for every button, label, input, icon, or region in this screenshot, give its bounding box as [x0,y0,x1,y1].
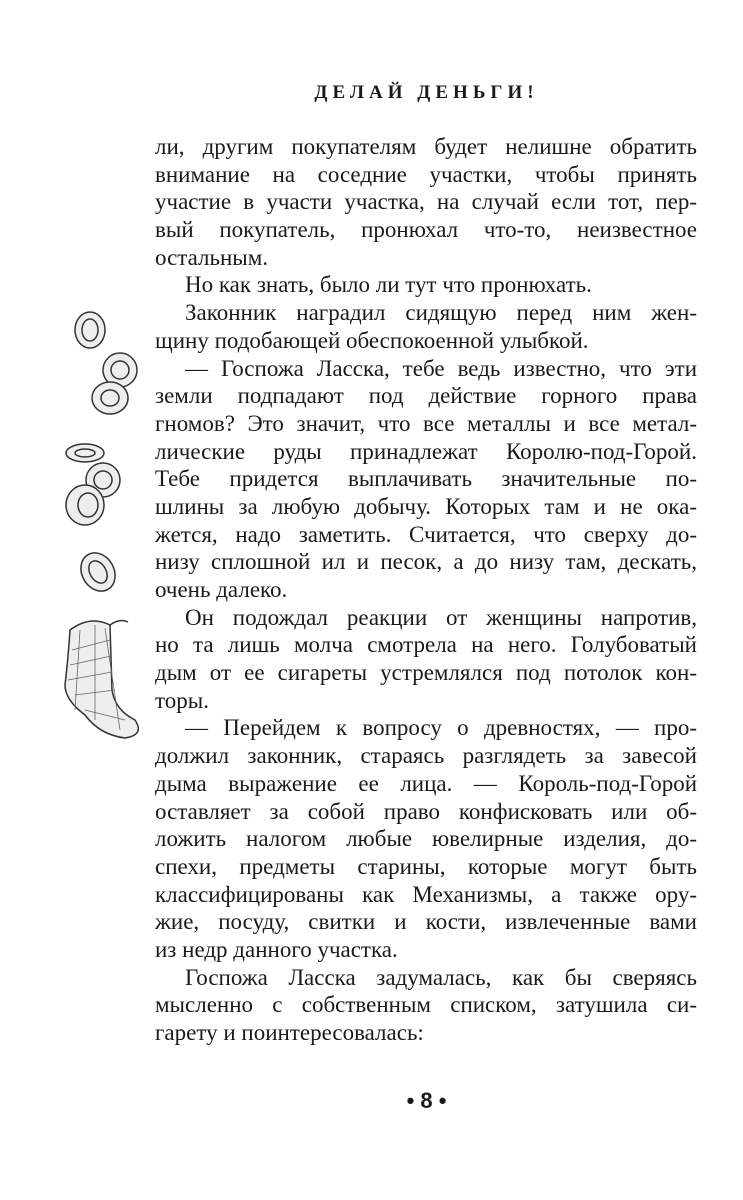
coin-icon [75,312,105,348]
text-line: очень далеко. [155,577,288,602]
body-text [155,133,697,1047]
text-line: щину подобающей обеспокоенной улыбкой. [155,327,589,353]
text-line: мысленно с собственным списком, затушила си- [155,992,697,1018]
text-line: оставляет за собой право конфисковать или об- [155,798,697,824]
text-line: — Госпожа Ласска, тебе ведь известно, что эти [185,355,697,381]
text-line: Госпожа Ласска задумалась, как бы сверяясь [185,964,697,990]
text-line: классифицированы как Механизмы, а также ору- [155,881,697,907]
text-line: жется, надо заметить. Считается, что сверху до- [155,521,697,547]
text-line: лические руды принадлежат Королю-под-Горой. [155,438,697,464]
coin-icon [66,444,104,462]
text-line: жие, посуду, свитки и кости, извлеченные вами [155,909,697,935]
text-line: ложить налогом любые ювелирные изделия, до- [155,826,697,852]
text-line: дым от ее сигареты устремлялся под потолок кон- [155,660,697,686]
stocking-icon [65,621,138,738]
coin-icon [66,485,104,525]
coin-icon [92,382,128,414]
text-line: Законник наградил сидящую перед ним жен- [185,300,697,326]
text-line: низу сплошной ил и песок, а до низу там, дескать, [155,549,697,575]
text-line: участие в участи участка, на случай если тот, пер- [155,189,697,215]
text-line: Он подождал реакции от женщины напротив, [185,604,697,630]
text-line: гномов? Это значит, что все металлы и все метал- [155,410,697,436]
text-line: торы. [155,687,209,713]
text-line: вый покупатель, пронюхал что-то, неизвестное [155,217,697,243]
page-number: • 8 • [406,1088,447,1113]
text-line: из недр данного участка. [155,936,398,962]
text-line: внимание на соседние участки, чтобы принять [155,161,697,187]
text-line: но та лишь молча смотрела на него. Голубоватый [155,632,697,658]
coin-icon [74,547,122,598]
text-line: дыма выражение ее лица. — Король-под-Горой [155,770,697,796]
text-line: шлины за любую добычу. Которых там и не ока- [155,493,697,519]
coins-and-stocking-illustration [40,290,160,750]
text-line: Тебе придется выплачивать значительные по- [155,466,697,492]
text-line: Но как знать, было ли тут что пронюхать. [185,272,592,298]
running-header: ДЕЛАЙ ДЕНЬГИ! [314,82,539,103]
text-line: земли подпадают под действие горного права [155,383,697,409]
text-line: должил законник, стараясь разглядеть за завесой [155,743,697,769]
text-line: ли, другим покупателям будет нелишне обратить [155,134,697,159]
text-line: остальным. [155,244,269,270]
text-line: гарету и поинтересовалась: [155,1020,424,1045]
text-line: — Перейдем к вопросу о древностях, — про- [185,715,697,741]
text-line: спехи, предметы старины, которые могут быть [155,853,697,879]
